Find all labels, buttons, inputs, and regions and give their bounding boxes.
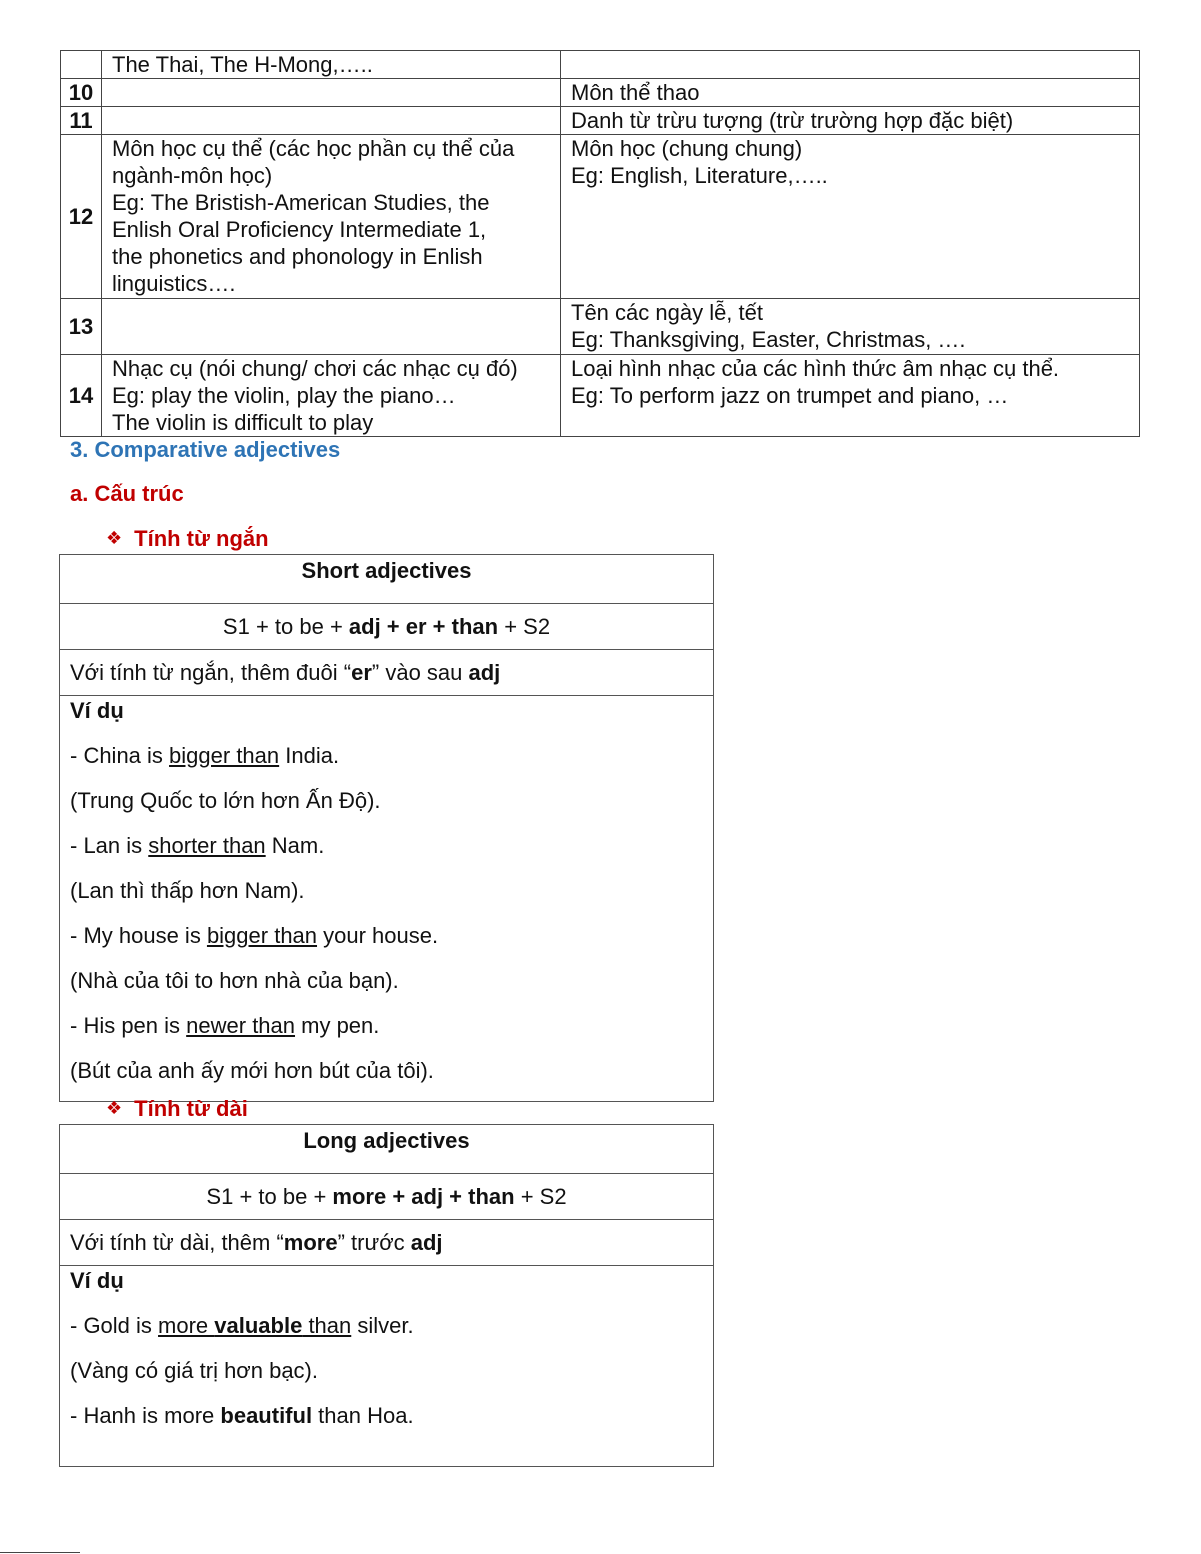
left-cell [102, 135, 561, 299]
example-text: than Hoa. [312, 1403, 414, 1428]
right-cell [561, 51, 1140, 79]
cell-text: Môn thể thao [571, 80, 700, 105]
example-text: (Vàng có giá trị hơn bạc). [70, 1358, 318, 1383]
example-text: silver. [351, 1313, 414, 1338]
table-row [61, 135, 1140, 299]
examples-cell [60, 696, 714, 1102]
row-number: 13 [61, 299, 102, 355]
left-cell [102, 299, 561, 355]
cell-text: Tên các ngày lễ, tết [571, 300, 763, 325]
example-line [70, 1056, 703, 1101]
box-title: Short adjectives [60, 555, 714, 604]
cell-text: Eg: English, Literature,….. [571, 163, 828, 188]
bullet-label: Tính từ ngắn [134, 526, 269, 551]
cell-text: Eg: Thanksgiving, Easter, Christmas, …. [571, 327, 966, 352]
long-adjectives-box [59, 1124, 714, 1467]
long-adjectives-bullet [106, 1096, 248, 1122]
formula-pre: S1 + to be + [222, 613, 349, 639]
right-cell [561, 355, 1140, 437]
example-text: - Lan is [70, 833, 149, 858]
example-underlined-bold: valuable [214, 1313, 303, 1338]
example-underlined: bigger than [206, 923, 318, 948]
table-row [61, 107, 1140, 135]
cell-text: the phonetics and phonology in Enlish [112, 244, 483, 269]
examples-label [70, 696, 703, 741]
note-text: Với tính từ dài, thêm “ [70, 1229, 284, 1255]
example-line [70, 1401, 703, 1446]
table-row [61, 51, 1140, 79]
examples-cell [60, 1266, 714, 1467]
rule-note [60, 650, 714, 696]
formula-pre: S1 + to be + [206, 1183, 333, 1209]
rule-note [60, 1220, 714, 1266]
cell-text: Môn học cụ thể (các học phần cụ thể của [112, 136, 515, 161]
formula [60, 604, 714, 650]
cell-text: ngành-môn học) [112, 163, 273, 188]
formula-post: + S2 [514, 1183, 567, 1209]
example-bold: beautiful [220, 1403, 313, 1428]
example-text: (Bút của anh ấy mới hơn bút của tôi). [70, 1058, 434, 1083]
example-line [70, 921, 703, 966]
formula-bold: more + adj + than [332, 1183, 515, 1209]
section-heading: 3. Comparative adjectives [70, 437, 341, 462]
cell-text: The Thai, The H-Mong,….. [112, 52, 373, 77]
example-text: (Trung Quốc to lớn hơn Ấn Độ). [70, 788, 381, 813]
right-cell [561, 135, 1140, 299]
examples-label [70, 1266, 703, 1311]
cell-text: Eg: play the violin, play the piano… [112, 383, 456, 408]
cell-text: Danh từ trừu tượng (trừ trường hợp đặc biệt) [571, 108, 1014, 133]
table-row [61, 79, 1140, 107]
row-number: 12 [61, 135, 102, 299]
example-underlined: bigger than [169, 743, 280, 768]
example-line [70, 741, 703, 786]
example-underlined: shorter than [148, 833, 266, 858]
table-row [61, 299, 1140, 355]
right-cell [561, 79, 1140, 107]
example-underlined-text: than [302, 1313, 352, 1338]
example-underlined-text: more [158, 1313, 215, 1338]
row-number: 11 [61, 107, 102, 135]
short-adjectives-bullet [106, 526, 269, 552]
examples-label-text: Ví dụ [70, 1268, 124, 1293]
left-cell [102, 51, 561, 79]
example-underlined [158, 1313, 351, 1338]
examples-label-text: Ví dụ [70, 698, 124, 723]
diamond-bullet-icon: ❖ [106, 1098, 123, 1118]
example-text: (Nhà của tôi to hơn nhà của bạn). [70, 968, 399, 993]
example-text: India. [279, 743, 340, 768]
diamond-bullet-icon: ❖ [106, 528, 123, 548]
example-text: your house. [317, 923, 439, 948]
example-line [70, 786, 703, 831]
cell-text: The violin is difficult to play [112, 410, 374, 435]
example-text: (Lan thì thấp hơn Nam). [70, 878, 305, 903]
right-cell [561, 107, 1140, 135]
formula [60, 1174, 714, 1220]
note-bold: adj [468, 659, 501, 685]
formula-bold: adj + er + than [348, 613, 499, 639]
cell-text: Eg: The Bristish-American Studies, the [112, 190, 490, 215]
cell-text: Eg: To perform jazz on trumpet and piano, … [571, 383, 1009, 408]
note-bold: more [283, 1229, 338, 1255]
example-line [70, 876, 703, 921]
note-text: ” vào sau [371, 659, 469, 685]
left-cell [102, 355, 561, 437]
note-text: ” trước [337, 1229, 411, 1255]
footnote-separator [0, 1552, 80, 1553]
left-cell [102, 79, 561, 107]
example-line [70, 966, 703, 1011]
table-row [61, 355, 1140, 437]
sub-heading: a. Cấu trúc [70, 481, 184, 506]
row-number: 10 [61, 79, 102, 107]
cell-text: Loại hình nhạc của các hình thức âm nhạc cụ thể. [571, 356, 1060, 381]
example-text: - China is [70, 743, 170, 768]
example-text: - My house is [70, 923, 207, 948]
row-number: 14 [61, 355, 102, 437]
left-cell [102, 107, 561, 135]
bullet-label: Tính từ dài [134, 1096, 248, 1121]
example-line [70, 1011, 703, 1056]
example-line [70, 831, 703, 876]
example-text: my pen. [295, 1013, 380, 1038]
short-adjectives-box [59, 554, 714, 1102]
note-text: Với tính từ ngắn, thêm đuôi “ [70, 659, 352, 685]
example-text: Nam. [265, 833, 325, 858]
example-text: - Gold is [70, 1313, 159, 1338]
example-underlined: newer than [186, 1013, 296, 1038]
row-number-cell [61, 51, 102, 79]
box-title: Long adjectives [60, 1125, 714, 1174]
right-cell [561, 299, 1140, 355]
note-bold: er [351, 659, 372, 685]
formula-post: + S2 [498, 613, 551, 639]
comparison-table [60, 50, 1140, 437]
example-text: - His pen is [70, 1013, 187, 1038]
example-line [70, 1311, 703, 1356]
cell-text: Nhạc cụ (nói chung/ chơi các nhạc cụ đó) [112, 356, 518, 381]
cell-text: linguistics…. [112, 271, 236, 296]
example-line [70, 1356, 703, 1401]
cell-text: Enlish Oral Proficiency Intermediate 1, [112, 217, 487, 242]
note-bold: adj [410, 1229, 443, 1255]
example-text: - Hanh is more [70, 1403, 221, 1428]
cell-text: Môn học (chung chung) [571, 136, 803, 161]
